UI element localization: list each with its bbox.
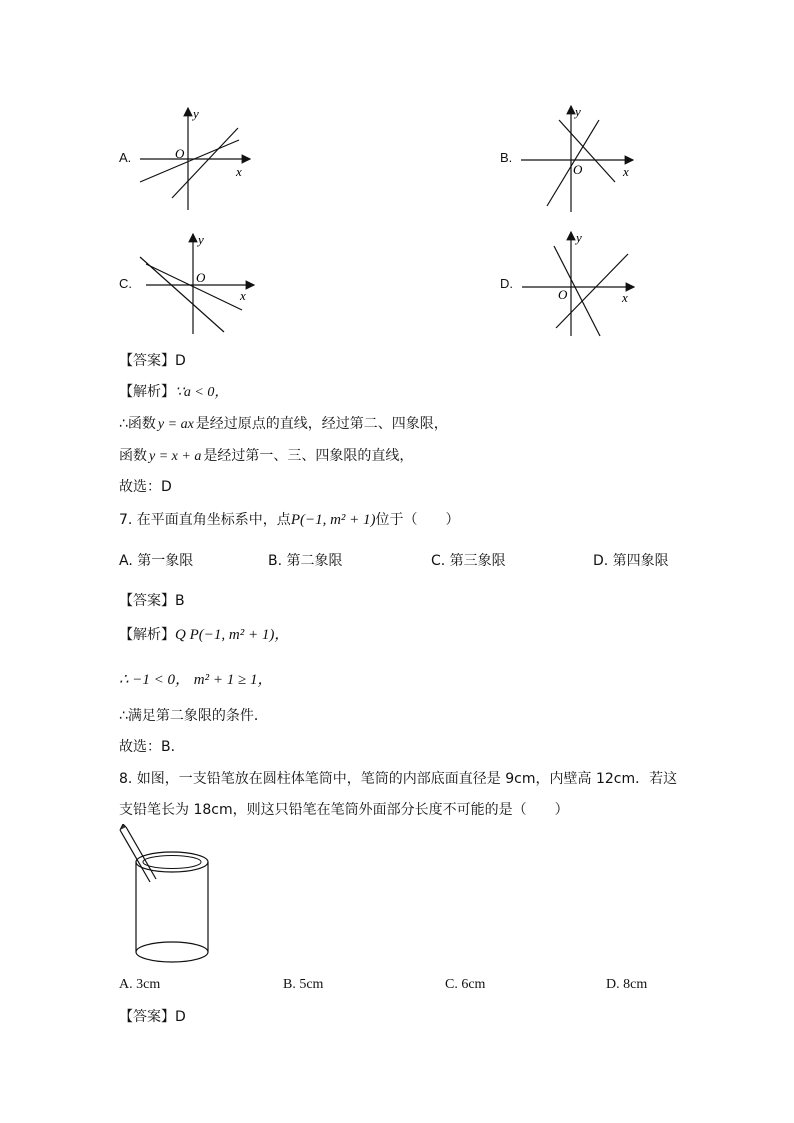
text-pre: 函数 [119,448,147,464]
origin-label: O [175,146,185,161]
pencil-holder-figure [116,824,216,968]
analysis-label: 【解析】 [119,627,175,643]
q8-choice-d: D. 8cm [606,977,648,992]
q7-analysis-line2: ∴ −1 < 0， m² + 1 ≥ 1， [119,672,273,688]
origin-label: O [573,162,583,177]
q7-stem [119,510,460,530]
q8-choice-c: C. 6cm [445,977,486,992]
line-1 [140,257,224,332]
text-post: 是经过原点的直线，经过第二、四象限， [195,416,448,432]
pencil-outline-2 [126,827,156,879]
q8-answer: 【答案】D [119,1009,186,1025]
q6-analysis-line2 [119,414,448,435]
pencil-outline-1 [120,830,150,882]
option-c-label: C. [119,276,132,291]
q7-choice-a: A. 第一象限 [119,553,194,569]
q6-conclusion: 故选：D [119,479,172,495]
q6-answer: 【答案】D [119,353,186,369]
q8-stem-line2: 支铅笔长为 18cm，则这只铅笔在笔筒外面部分长度不可能的是（ ） [119,802,569,818]
q7-analysis-line1 [119,625,289,645]
y-axis-label: y [576,230,582,245]
cylinder-bottom-front [136,952,208,962]
q7-choice-d: D. 第四象限 [593,553,669,569]
q7-choice-b: B. 第二象限 [268,553,343,569]
origin-label: O [196,270,206,285]
text-pre: ∴函数 [119,416,156,432]
q7-conclusion: 故选：B． [119,739,185,755]
origin-label: O [558,287,568,302]
pencil-tip [120,824,126,830]
formula-y-x-plus-a: y = x + a [149,449,202,464]
y-axis-label: y [198,232,204,247]
stem-pre: 7. 在平面直角坐标系中，点 [119,512,291,528]
line-2 [172,128,238,198]
point-p: P(−1, m² + 1) [290,512,376,528]
line-2 [146,264,242,310]
q8-choice-a: A. 3cm [119,977,161,992]
x-axis-label: x [622,290,628,305]
graph-option-d [516,228,646,340]
stem-post: 位于（ ） [375,512,460,528]
q7-answer: 【答案】B [119,593,185,609]
x-axis-label: x [236,164,242,179]
option-d-label: D. [500,276,513,291]
analysis-label: 【解析】 [119,384,175,400]
text-post: 是经过第一、三、四象限的直线， [203,448,414,464]
formula-y-ax: y = ax [157,417,194,432]
q8-stem-line1: 8. 如图，一支铅笔放在圆柱体笔筒中，笔筒的内部底面直径是 9cm，内壁高 12cm．若这 [119,771,678,787]
q6-analysis-line1 [119,382,228,403]
analysis-math: Q P(−1, m² + 1)， [175,627,290,643]
analysis-math: ∵a < 0， [175,385,229,400]
x-axis-label: x [623,164,629,179]
y-axis-label: y [575,104,581,119]
line-1 [140,140,239,182]
y-axis-label: y [193,106,199,121]
graph-option-a [135,102,265,214]
graph-option-b [515,100,645,216]
graph-option-c [136,230,266,342]
q7-choice-c: C. 第三象限 [431,553,506,569]
cylinder-bottom-back [136,942,208,952]
option-b-label: B. [500,150,513,165]
q6-analysis-line3 [119,446,413,467]
option-a-label: A. [119,150,132,165]
cylinder-top-inner [143,856,201,869]
q7-analysis-line3: ∴满足第二象限的条件． [119,708,268,724]
q8-choice-b: B. 5cm [283,977,324,992]
x-axis-label: x [240,288,246,303]
